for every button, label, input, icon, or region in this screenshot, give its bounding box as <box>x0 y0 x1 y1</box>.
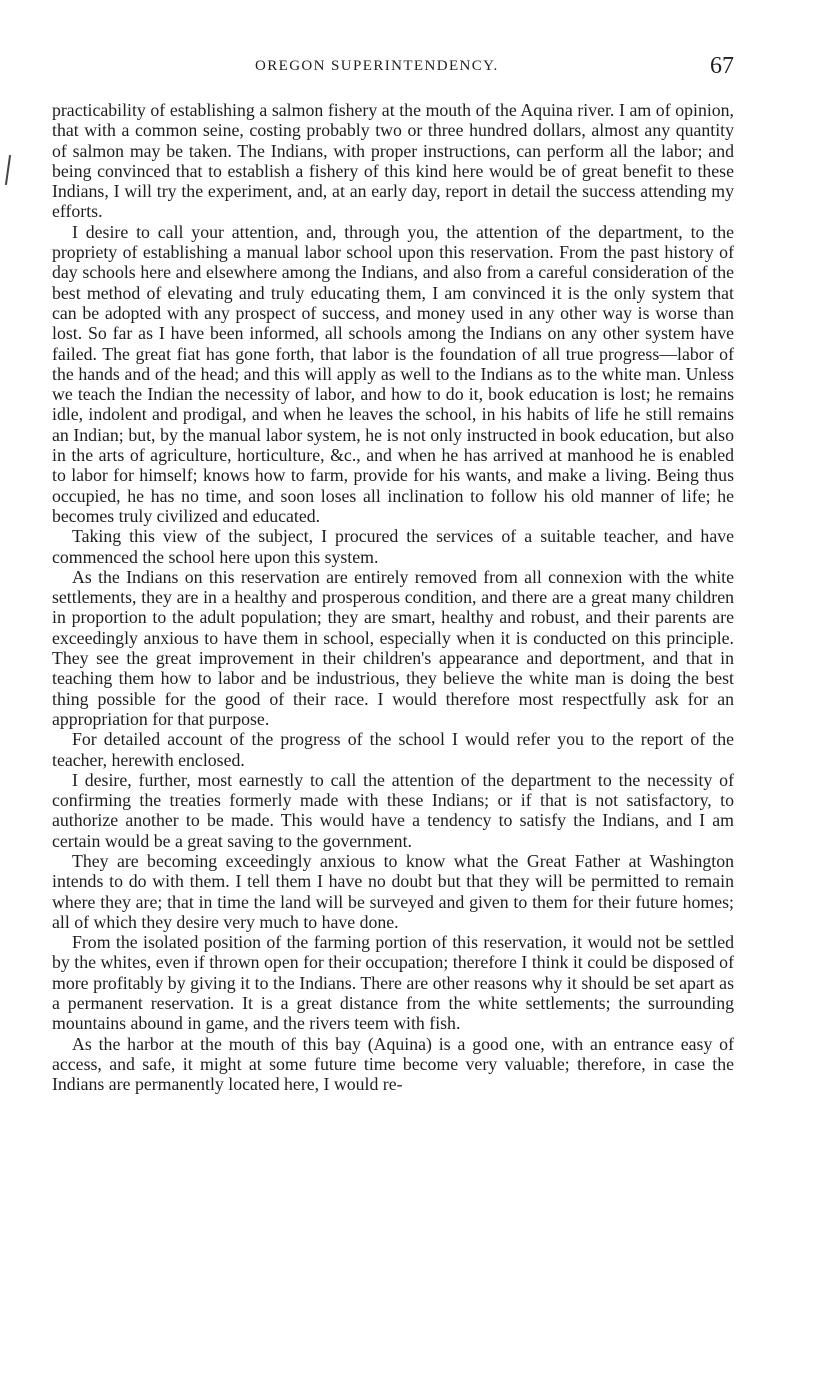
document-page <box>52 0 734 1380</box>
margin-mark <box>5 155 11 185</box>
paragraph-3: Taking this view of the subject, I procured the services of a suitable teacher, and have commenced the school here upon this system. <box>52 526 734 567</box>
page-header <box>52 50 734 84</box>
paragraph-1: practicability of establishing a salmon fishery at the mouth of the Aquina river. I am of opinion, that with a common seine, costing probably two or three hundred dollars, almost any quantity of salmon may be taken. The Indians, with proper instructions, can perform all the labor; and being convinced that to establish a fishery of this kind here would be of great benefit to these Indians, I will try the experiment, and, at an early day, report in detail the success attending my efforts. <box>52 100 734 222</box>
paragraph-9: As the harbor at the mouth of this bay (Aquina) is a good one, with an entrance easy of access, and safe, it might at some future time become very valuable; therefore, in case the Indians are permanently located here, I would re- <box>52 1033 734 1095</box>
page-number: 67 <box>710 53 734 79</box>
paragraph-4: As the Indians on this reservation are entirely removed from all connexion with the white settlements, they are in a healthy and prosperous condition, and there are a great many children in proportion to the adult population; they are smart, healthy and robust, and their parents are exceedingly anxious to have them in school, especially when it is conducted on this principle. They see the great improvement in their children's appearance and deportment, and that in teaching them how to labor and be industrious, they believe the white man is doing the best thing possible for the good of their race. I would therefore most respectfully ask for an appropriation for that purpose. <box>52 566 734 729</box>
paragraph-5: For detailed account of the progress of the school I would refer you to the report of the teacher, herewith enclosed. <box>52 729 734 770</box>
running-head: OREGON SUPERINTENDENCY. <box>255 58 499 74</box>
paragraph-6: I desire, further, most earnestly to call the attention of the department to the necessity of confirming the treaties formerly made with these Indians; or if that is not satisfactory, to authorize another to be made. This would have a tendency to satisfy the Indians, and I am certain would be a great saving to the government. <box>52 769 734 851</box>
paragraph-8: From the isolated position of the farming portion of this reservation, it would not be settled by the whites, even if thrown open for their occupation; therefore I think it could be disposed of more profitably by giving it to the Indians. There are other reasons why it should be set apart as a permanent reservation. It is a great distance from the white settlements; the surrounding mountains abound in game, and the rivers teem with fish. <box>52 932 734 1034</box>
paragraph-7: They are becoming exceedingly anxious to know what the Great Father at Washington intends to do with them. I tell them I have no doubt but that they will be permitted to remain where they are; that in time the land will be surveyed and given to them for their future homes; all of which they desire very much to have done. <box>52 850 734 932</box>
paragraph-2: I desire to call your attention, and, through you, the attention of the department, to the propriety of establishing a manual labor school upon this reservation. From the past history of day schools here and elsewhere among the Indians, and also from a careful consideration of the best method of elevating and truly educating them, I am convinced it is the only system that can be adopted with any prospect of success, and money used in any other way is worse than lost. So far as I have been informed, all schools among the Indians on any other system have failed. The great fiat has gone forth, that labor is the foundation of all true progress—labor of the hands and of the head; and this will apply as well to the Indians as to the white man. Unless we teach the Indian the necessity of labor, and how to do it, book education is lost; he remains idle, indolent and prodigal, and when he leaves the school, in his habits of life he still remains an Indian; but, by the manual labor system, he is not only instructed in book education, but also in the arts of agriculture, horticulture, &c., and when he has arrived at manhood he is enabled to labor for himself; knows how to farm, provide for his wants, and make a living. Being thus occupied, he has no time, and soon loses all inclination to follow his old manner of life; he becomes truly civilized and educated. <box>52 221 734 526</box>
body-text <box>52 100 734 1095</box>
